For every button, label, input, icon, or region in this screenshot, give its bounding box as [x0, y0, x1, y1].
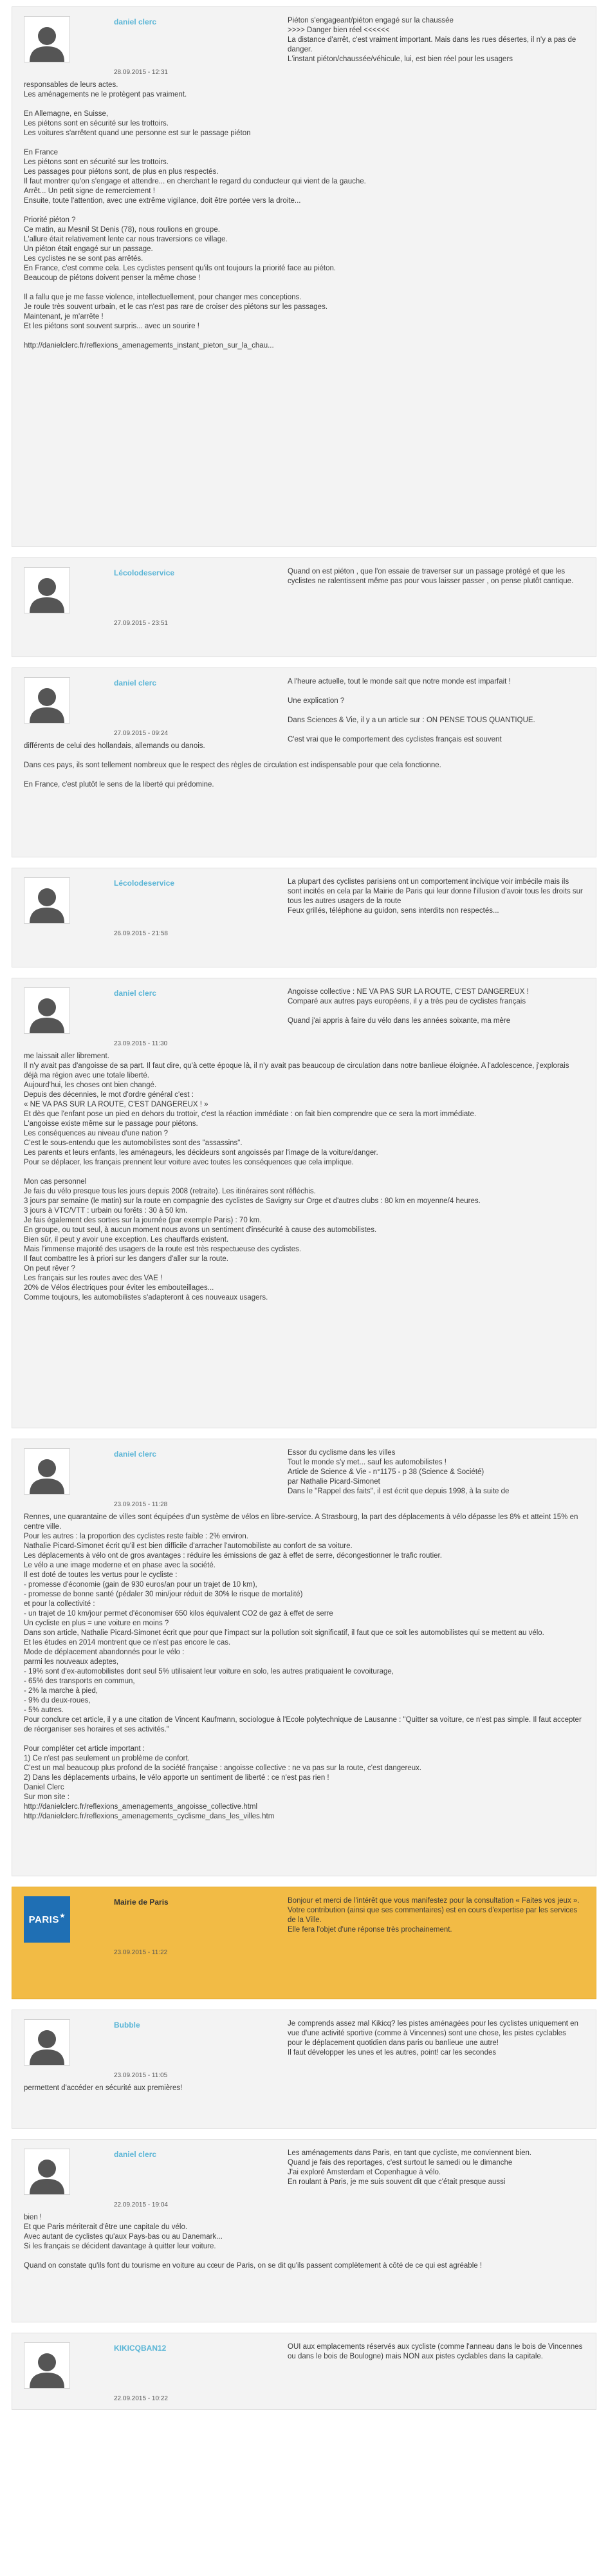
spacer	[24, 206, 583, 216]
comment-text-line: - 2% la marche à pied,	[24, 1687, 98, 1695]
comment-text-line: Les déplacements à vélo ont de gros avantages : réduire les émissions de gaz à effet de serre, décongestionner le trafic routier.	[24, 1552, 442, 1560]
comment-text-line: Bien sûr, il peut y avoir une exception. Les chauffards existent.	[24, 1236, 229, 1244]
comment-text-line: Je roule très souvent urbain, et le cas n'est pas rare de croiser des piétons sur les passages.	[24, 303, 328, 311]
comment-header	[24, 2019, 583, 2078]
comment-text-line: Nathalie Picard-Simonet écrit qu'il est bien difficile d'arracher l'automobiliste au confort de sa voiture.	[24, 1542, 353, 1550]
comment-item	[12, 868, 596, 967]
comment-body-lead	[288, 987, 583, 1026]
comment-text-line: différents de celui des hollandais, allemands ou danois.	[24, 742, 205, 750]
spacer	[24, 331, 583, 341]
comment-link[interactable]: http://danielclerc.fr/reflexions_amenagements_cyclisme_dans_les_villes.htm	[24, 1813, 275, 1820]
comment-text-line: me laissait aller librement.	[24, 1052, 109, 1060]
comment-text-line: En France, c'est plutôt le sens de la liberté qui prédomine.	[24, 781, 214, 789]
comment-text-line: Les voitures s'arrêtent quand une personne est sur le passage piéton	[24, 129, 251, 137]
comment-text-line: Et que Paris mériterait d'être une capitale du vélo.	[24, 2223, 188, 2231]
paris-logo: PARIS ★	[24, 1896, 70, 1943]
comment-text-line: Mon cas personnel	[24, 1178, 87, 1186]
comment-body-lead	[288, 2342, 583, 2362]
comment-text-line: bien !	[24, 2214, 42, 2221]
comment-date: 23.09.2015 - 11:28	[114, 1501, 168, 1508]
comment-text-line: En roulant à Paris, je me suis souvent dit que c'était presque aussi	[288, 2178, 506, 2186]
comment-text-line: Article de Science & Vie - n°1175 - p 38 (Science & Société)	[288, 1468, 484, 1476]
comment-text-line: Maintenant, je m'arrête !	[24, 313, 104, 321]
comment-text-line: Les conséquences au niveau d'une nation ?	[24, 1130, 169, 1137]
comment-body-lead	[288, 1448, 583, 1497]
comment-text-line: Pour se déplacer, les français prennent leur voiture avec toutes les conséquences que cela implique.	[24, 1159, 354, 1166]
comment-text-line: Une explication ?	[288, 697, 345, 705]
comment-author[interactable]: daniel clerc	[114, 678, 157, 687]
comment-text-line: 2) Dans les déplacements urbains, le vélo apporte un sentiment de liberté : ce n'est pas rien !	[24, 1774, 329, 1782]
comment-author[interactable]: Bubble	[114, 2021, 140, 2030]
comment-text-line: Piéton s'engageant/piéton engagé sur la chaussée	[288, 17, 454, 24]
comment-text-line: En France	[24, 149, 59, 156]
avatar	[24, 877, 70, 924]
comment-header	[24, 2342, 583, 2402]
comment-text-line: Les aménagements dans Paris, en tant que cycliste, me conviennent bien.	[288, 2149, 532, 2157]
comment-text-line: Quand on constate qu'ils font du tourisme en voiture au cœur de Paris, on se dit qu'ils passent complètement à côté de ce qui est agréable !	[24, 2262, 483, 2270]
comment-text-line: Les français sur les routes avec des VAE !	[24, 1274, 163, 1282]
comment-text-line: Un cycliste en plus = une voiture en moins ?	[24, 1619, 169, 1627]
comment-text-line: Mode de déplacement abandonnés pour le vélo :	[24, 1648, 185, 1656]
spacer	[288, 687, 583, 696]
comment-text-line: Je fais du vélo presque tous les jours depuis 2008 (retraite). Les itinéraires sont réfléchis.	[24, 1188, 316, 1195]
comment-text-line: Quand j'ai appris à faire du vélo dans les années soixante, ma mère	[288, 1017, 511, 1025]
comment-date: 23.09.2015 - 11:30	[114, 1040, 168, 1047]
spacer	[24, 751, 583, 761]
comment-text-line: Comparé aux autres pays européens, il y a très peu de cyclistes français	[288, 998, 526, 1005]
comment-body	[24, 80, 583, 351]
spacer	[288, 725, 583, 735]
comment-text-line: 3 jours à VTC/VTT : urbain ou forêts : 30 à 50 km.	[24, 1207, 188, 1215]
comment-text-line: Dans Sciences & Vie, il y a un article sur : ON PENSE TOUS QUANTIQUE.	[288, 716, 535, 724]
spacer	[24, 283, 583, 293]
comment-text-line: Comme toujours, les automobilistes s'adapteront à ces nouveaux usagers.	[24, 1294, 268, 1302]
default-user-icon	[24, 2348, 69, 2388]
comment-text-line: Il faut combattre les à priori sur les dangers d'aller sur la route.	[24, 1255, 228, 1263]
comment-item	[12, 1887, 596, 1999]
comment-text-line: et pour la collectivité :	[24, 1600, 95, 1608]
comment-text-line: Et les piétons sont souvent surpris... avec un sourire !	[24, 322, 199, 330]
comment-text-line: permettent d'accéder en sécurité aux premières!	[24, 2084, 183, 2092]
comment-text-line: La distance d'arrêt, c'est vraiment important. Mais dans les rues désertes, il n'y a pas de danger.	[288, 36, 578, 53]
comment-text-line: Il est doté de toutes les vertus pour le cycliste :	[24, 1571, 178, 1579]
avatar	[24, 567, 70, 613]
comment-link[interactable]: http://danielclerc.fr/reflexions_amenagements_instant_pieton_sur_la_chau...	[24, 342, 274, 350]
comment-header	[24, 2149, 583, 2208]
comment-text-line: Pour conclure cet article, il y a une citation de Vincent Kaufmann, sociologue à l'Ecole polytechnique de Lausanne : "Quitter sa voiture, ce n'est pas simple. Il faut accepter de réorganiser ses horaires et ses activités."	[24, 1716, 584, 1733]
comment-text-line: Pour les autres : la proportion des cyclistes reste faible : 2% environ.	[24, 1533, 249, 1540]
comment-text-line: Arrêt... Un petit signe de remerciement !	[24, 187, 155, 195]
comment-text-line: Un piéton était engagé sur un passage.	[24, 245, 153, 253]
default-user-icon	[24, 993, 69, 1033]
comment-text-line: Les passages pour piétons sont, de plus en plus respectés.	[24, 168, 219, 176]
comment-text-line: Quand je fais des reportages, c'est surtout le samedi ou le dimanche	[288, 2159, 513, 2167]
spacer	[24, 100, 583, 109]
comment-text-line: Sur mon site :	[24, 1793, 69, 1801]
comment-text-line: Aujourd'hui, les choses ont bien changé.	[24, 1081, 157, 1089]
comment-text-line: C'est le sous-entendu que les automobilistes sont des "assassins".	[24, 1139, 243, 1147]
comment-text-line: 20% de Vélos électriques pour éviter les embouteillages...	[24, 1284, 214, 1292]
comment-text-line: - 65% des transports en commun,	[24, 1677, 135, 1685]
comment-text-line: L'angoisse existe même sur le passage pour piétons.	[24, 1120, 198, 1128]
comment-text-line: Quand on est piéton , que l'on essaie de traverser sur un passage protégé et que les cyclistes ne ralentissent même pas pour vous laisser passer , on pense plutôt cantique.	[288, 568, 574, 585]
comment-header	[24, 1448, 583, 1507]
comment-text-line: Ensuite, toute l'attention, avec une extrême vigilance, doit être portée vers la droite...	[24, 197, 301, 205]
comment-text-line: - un trajet de 10 km/jour permet d'économiser 650 kilos équivalent CO2 de gaz à effet de serre	[24, 1610, 333, 1618]
comment-text-line: Le vélo a une image moderne et en phase avec la société.	[24, 1562, 216, 1569]
comment-item	[12, 978, 596, 1428]
comment-body-lead	[288, 877, 583, 916]
comment-text-line: 3 jours par semaine (le matin) sur la route en compagnie des cyclistes de Savigny sur Orge et d'autres clubs : 80 km en moyenne/4 heures.	[24, 1197, 481, 1205]
comment-body-lead	[288, 16, 583, 64]
comment-body	[24, 1052, 583, 1303]
comment-date: 23.09.2015 - 11:05	[114, 2072, 168, 2079]
comment-header	[24, 877, 583, 937]
avatar	[24, 1448, 70, 1495]
comment-text-line: J'ai exploré Amsterdam et Copenhague à vélo.	[288, 2169, 441, 2176]
comment-text-line: parmi les nouveaux adeptes,	[24, 1658, 119, 1666]
comment-text-line: Il n'y avait pas d'angoisse de sa part. Il faut dire, qu'à cette époque là, il n'y avait pas beaucoup de circulation dans notre banlieue éloignée. A l'adolescence, j'explorais déjà ma région avec une totale liberté.	[24, 1062, 571, 1079]
comment-text-line: C'est vrai que le comportement des cyclistes français est souvent	[288, 736, 502, 743]
comment-text-line: Les parents et leurs enfants, les aménageurs, les décideurs sont angoissés par l'image de la voiture/danger.	[24, 1149, 378, 1157]
comment-date: 23.09.2015 - 11:22	[114, 1949, 168, 1956]
default-user-icon	[24, 2154, 69, 2194]
default-user-icon	[24, 22, 69, 62]
comment-body-lead	[288, 2149, 583, 2187]
comment-text-line: Et dès que l'enfant pose un pied en dehors du trottoir, c'est la réaction immédiate : on fait bien comprendre que ce sera la mort immédiate.	[24, 1110, 477, 1118]
comment-item	[12, 2139, 596, 2322]
comment-text-line: Essor du cyclisme dans les villes	[288, 1449, 396, 1457]
comment-text-line: 1) Ce n'est pas seulement un problème de confort.	[24, 1755, 190, 1762]
comment-body	[24, 2213, 583, 2271]
comment-text-line: Mais l'immense majorité des usagers de la route est très respectueuse des cyclistes.	[24, 1246, 302, 1253]
comment-text-line: On peut rêver ?	[24, 1265, 75, 1273]
comment-text-line: Pour compléter cet article important :	[24, 1745, 145, 1753]
spacer	[288, 706, 583, 716]
avatar	[24, 677, 70, 723]
comment-body-lead	[288, 1896, 583, 1935]
comment-text-line: Feux grillés, téléphone au guidon, sens interdits non respectés...	[288, 907, 499, 915]
spacer	[288, 1007, 583, 1016]
comment-text-line: OUI aux emplacements réservés aux cycliste (comme l'anneau dans le bois de Vincennes ou dans le bois de Boulogne) mais NON aux pistes cyclables dans la capitale.	[288, 2343, 585, 2360]
comment-body	[24, 2084, 583, 2093]
comment-author[interactable]: daniel clerc	[114, 2150, 157, 2159]
default-user-icon	[24, 883, 69, 923]
comment-text-line: Les aménagements ne le protègent pas vraiment.	[24, 91, 187, 98]
comment-text-line: >>>> Danger bien réel <<<<<<	[288, 26, 390, 34]
comment-item	[12, 557, 596, 657]
comment-author[interactable]: daniel clerc	[114, 17, 157, 26]
comment-text-line: Les piétons sont en sécurité sur les trottoirs.	[24, 158, 169, 166]
spacer	[24, 770, 583, 780]
default-user-icon	[24, 2025, 69, 2065]
comment-item	[12, 2010, 596, 2129]
comment-text-line: Bonjour et merci de l'intérêt que vous manifestez pour la consultation « Faites vos jeux ».	[288, 1897, 580, 1905]
comment-text-line: Beaucoup de piétons doivent penser la même chose !	[24, 274, 201, 282]
comment-body-lead	[288, 2019, 583, 2058]
comment-text-line: - promesse de bonne santé (pédaler 30 min/jour réduit de 30% le risque de mortalité)	[24, 1591, 303, 1598]
comment-body	[24, 1513, 583, 1822]
comment-text-line: Votre contribution (ainsi que ses commentaires) est en cours d'expertise par les services de la Ville.	[288, 1907, 580, 1924]
comment-text-line: Dans son article, Nathalie Picard-Simonet écrit que pour que l'impact sur la pollution soit significatif, il faut que ce soit les automobilistes qui se mettent au vélo.	[24, 1629, 544, 1637]
comment-text-line: Il a fallu que je me fasse violence, intellectuellement, pour changer mes conceptions.	[24, 294, 302, 301]
comment-text-line: Il faut développer les unes et les autres, point! car les secondes	[288, 2049, 497, 2057]
default-user-icon	[24, 1454, 69, 1494]
comment-author[interactable]: daniel clerc	[114, 1450, 157, 1459]
comment-body	[24, 742, 583, 790]
comment-text-line: responsables de leurs actes.	[24, 81, 118, 89]
comment-text-line: - 9% du deux-roues,	[24, 1697, 91, 1704]
comment-text-line: En France, c'est comme cela. Les cyclistes pensent qu'ils ont toujours la priorité face au piéton.	[24, 265, 336, 272]
comment-author[interactable]: Lécolodeservice	[114, 879, 175, 888]
comment-text-line: La plupart des cyclistes parisiens ont un comportement incivique voir imbécile mais ils sont incités en cela par la Mairie de Paris qui leur donne l'illusion d'avoir tous les droits sur tous les autres usagers de la route	[288, 878, 585, 905]
comment-body-lead	[288, 567, 583, 586]
comment-author[interactable]: KIKICQBAN12	[114, 2344, 167, 2353]
spacer	[24, 138, 583, 148]
paris-logo-text: PARIS	[28, 1914, 59, 1925]
spacer	[24, 1168, 583, 1177]
comment-text-line: A l'heure actuelle, tout le monde sait que notre monde est imparfait !	[288, 678, 511, 686]
comment-date: 27.09.2015 - 23:51	[114, 620, 168, 627]
comment-link[interactable]: http://danielclerc.fr/reflexions_amenagements_angoisse_collective.html	[24, 1803, 258, 1811]
comment-text-line: Si les français se décident davantage à quitter leur voiture.	[24, 2243, 216, 2250]
comment-text-line: Daniel Clerc	[24, 1784, 64, 1791]
comment-date: 22.09.2015 - 19:04	[114, 2201, 168, 2208]
comment-header	[24, 677, 583, 743]
comment-text-line: - promesse d'économie (gain de 930 euros/an pour un trajet de 10 km),	[24, 1581, 257, 1589]
comment-text-line: Ce matin, au Mesnil St Denis (78), nous roulions en groupe.	[24, 226, 220, 234]
comment-text-line: En groupe, ou tout seul, à aucun moment nous avons un sentiment d'insécurité à cause des automobilistes.	[24, 1226, 377, 1234]
comment-text-line: - 19% sont d'ex-automobilistes dont seul 5% utilisaient leur voiture en solo, les autres pratiquaient le covoiturage,	[24, 1668, 394, 1675]
comment-text-line: - 5% autres.	[24, 1706, 64, 1714]
comment-text-line: Depuis des décennies, le mot d'ordre général c'est :	[24, 1091, 194, 1099]
avatar	[24, 987, 70, 1034]
default-user-icon	[24, 683, 69, 723]
comment-text-line: Angoisse collective : NE VA PAS SUR LA ROUTE, C'EST DANGEREUX !	[288, 988, 529, 996]
comment-text-line: par Nathalie Picard-Simonet	[288, 1478, 380, 1486]
comment-author[interactable]: Mairie de Paris	[114, 1898, 169, 1907]
comment-body-lead	[288, 677, 583, 745]
comment-header	[24, 1896, 583, 1955]
avatar	[24, 2342, 70, 2389]
comment-text-line: Dans le "Rappel des faits", il est écrit que depuis 1998, à la suite de	[288, 1488, 510, 1495]
comment-text-line: Elle fera l'objet d'une réponse très prochainement.	[288, 1926, 452, 1934]
comment-text-line: « NE VA PAS SUR LA ROUTE, C'EST DANGEREUX ! »	[24, 1101, 208, 1108]
comment-date: 27.09.2015 - 09:24	[114, 730, 168, 737]
comment-header	[24, 567, 583, 626]
comment-item	[12, 2333, 596, 2410]
avatar	[24, 2149, 70, 2195]
default-user-icon	[24, 573, 69, 613]
comment-text-line: Rennes, une quarantaine de villes sont équipées d'un système de vélos en libre-service. A Strasbourg, la part des déplacements à vélo dépasse les 8% et atteint 15% en centre ville.	[24, 1513, 580, 1531]
comment-text-line: C'est un mal beaucoup plus profond de la société française : angoisse collective : ne va pas sur la route, c'est dangereux.	[24, 1764, 422, 1772]
comment-text-line: Dans ces pays, ils sont tellement nombreux que le respect des règles de circulation est indispensable pour que cela fonctionne.	[24, 761, 441, 769]
comment-text-line: Les cyclistes ne se sont pas arrêtés.	[24, 255, 143, 263]
comment-text-line: L'allure était relativement lente car nous traversions ce village.	[24, 236, 228, 243]
comment-date: 28.09.2015 - 12:31	[114, 69, 168, 76]
comment-text-line: Je fais également des sorties sur la journée (par exemple Paris) : 70 km.	[24, 1217, 262, 1224]
comment-text-line: Avec autant de cyclistes qu'aux Pays-bas ou au Danemark...	[24, 2233, 223, 2241]
comment-text-line: Et les études en 2014 montrent que ce n'est pas encore le cas.	[24, 1639, 231, 1647]
comment-item	[12, 1439, 596, 1876]
comment-author[interactable]: daniel clerc	[114, 989, 157, 998]
comment-item	[12, 6, 596, 547]
comment-text-line: Tout le monde s'y met... sauf les automobilistes !	[288, 1459, 447, 1466]
comment-date: 22.09.2015 - 10:22	[114, 2395, 168, 2402]
avatar	[24, 16, 70, 62]
comment-text-line: Les piétons sont en sécurité sur les trottoirs.	[24, 120, 169, 127]
comment-author[interactable]: Lécolodeservice	[114, 568, 175, 577]
comment-text-line: Priorité piéton ?	[24, 216, 76, 224]
comment-text-line: L'instant piéton/chaussée/véhicule, lui, est bien réel pour les usagers	[288, 55, 513, 63]
spacer	[24, 2252, 583, 2261]
comment-header	[24, 987, 583, 1047]
spacer	[24, 1735, 583, 1744]
comment-date: 26.09.2015 - 21:58	[114, 930, 168, 937]
comment-header	[24, 16, 583, 75]
avatar	[24, 2019, 70, 2066]
comment-item	[12, 667, 596, 857]
comment-text-line: En Allemagne, en Suisse,	[24, 110, 109, 118]
comment-text-line: Je comprends assez mal Kikicq? les pistes aménagées pour les cyclistes uniquement en vue d'une activité sportive (comme à Vincennes) sont une chose, les pistes cyclables pour le déplacement quotidien dans paris ou banlieue une autre!	[288, 2020, 581, 2047]
comment-text-line: Il faut montrer qu'on s'engage et attendre... en cherchant le regard du conducteur qui vient de la gauche.	[24, 178, 366, 185]
